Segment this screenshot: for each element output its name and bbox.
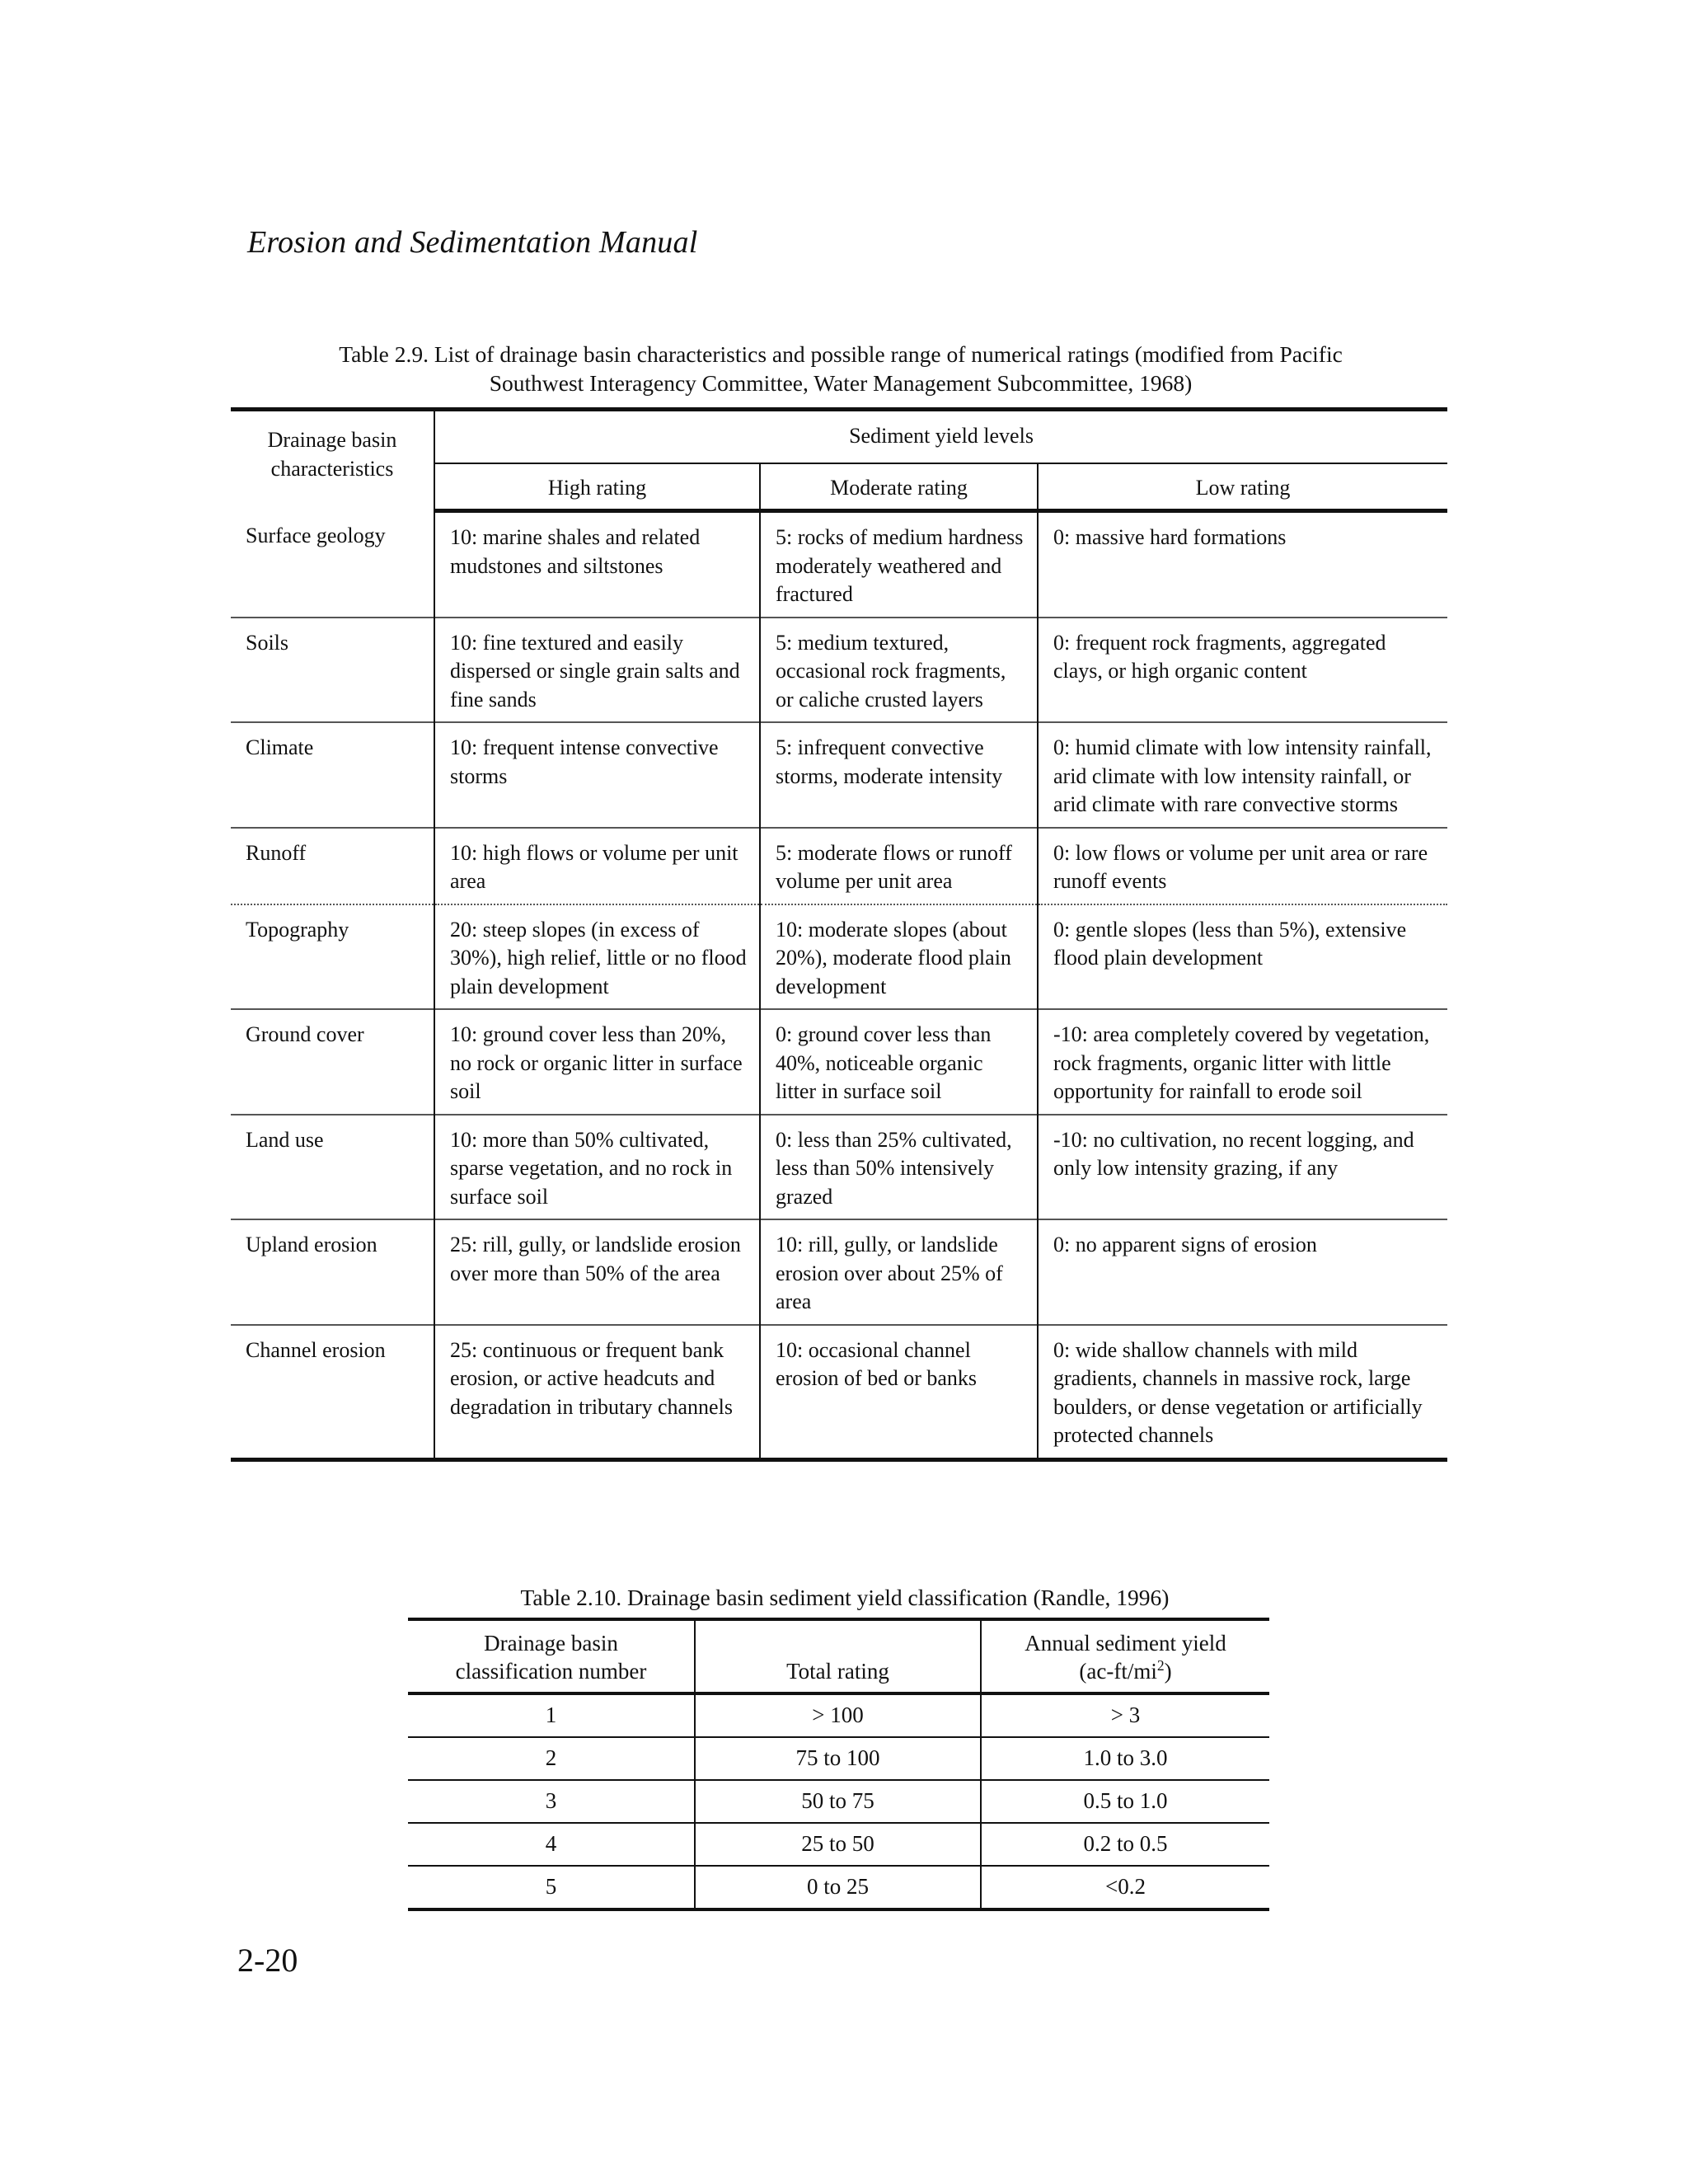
header-line: classification number xyxy=(455,1659,647,1684)
high-rating-cell: 10: marine shales and related mudstones and siltstones xyxy=(434,511,760,618)
drainage-basin-ratings-table xyxy=(231,407,1447,1462)
table-row xyxy=(408,1737,1269,1780)
row-label: Runoff xyxy=(246,840,307,865)
running-title: Erosion and Sedimentation Manual xyxy=(247,225,698,260)
row-label: Channel erosion xyxy=(246,1337,386,1362)
table-row xyxy=(408,1780,1269,1823)
low-rating-cell: -10: area completely covered by vegetation, rock fragments, organic litter with little opportunity for rainfall to erode soil xyxy=(1038,1009,1447,1115)
table-row xyxy=(408,1823,1269,1866)
caption-line: Table 2.9. List of drainage basin characteristics and possible range of numerical ratings (modified from Pacific xyxy=(339,341,1343,367)
header-unit: $(ac-ft/mi^2)$ xyxy=(1079,1657,1172,1684)
total-rating-cell: > 100 xyxy=(695,1693,981,1737)
header-line: Annual sediment yield xyxy=(1025,1631,1226,1656)
row-label: Climate xyxy=(246,735,314,759)
table-row xyxy=(231,1325,1447,1460)
table-row xyxy=(231,828,1447,904)
annual-yield-cell: <0.2 xyxy=(981,1866,1269,1909)
low-rating-cell: 0: frequent rock fragments, aggregated clays, or high organic content xyxy=(1038,618,1447,723)
moderate-rating-cell: 10: moderate slopes (about 20%), moderate flood plain development xyxy=(760,904,1038,1010)
row-label: Land use xyxy=(246,1127,324,1152)
low-rating-cell: 0: humid climate with low intensity rainfall, arid climate with low intensity rainfall, or arid climate with rare convective storms xyxy=(1038,722,1447,828)
high-rating-cell: 10: fine textured and easily dispersed or single grain salts and fine sands xyxy=(434,618,760,723)
total-rating-cell: 50 to 75 xyxy=(695,1780,981,1823)
table-row xyxy=(231,1009,1447,1115)
low-rating-cell: 0: massive hard formations xyxy=(1038,511,1447,618)
total-rating-cell: 0 to 25 xyxy=(695,1866,981,1909)
low-rating-cell: 0: no apparent signs of erosion xyxy=(1038,1219,1447,1325)
row-label: Ground cover xyxy=(246,1022,364,1046)
table-row xyxy=(408,1693,1269,1737)
high-rating-cell: 10: high flows or volume per unit area xyxy=(434,828,760,904)
low-rating-cell: -10: no cultivation, no recent logging, and only low intensity grazing, if any xyxy=(1038,1115,1447,1220)
high-rating-cell: 20: steep slopes (in excess of 30%), high relief, little or no flood plain development xyxy=(434,904,760,1010)
table-2-10-caption: Table 2.10. Drainage basin sediment yield classification (Randle, 1996) xyxy=(520,1585,1170,1610)
moderate-rating-cell: 0: ground cover less than 40%, noticeable organic litter in surface soil xyxy=(760,1009,1038,1115)
table-row xyxy=(231,904,1447,1010)
column-header-high: High rating xyxy=(434,463,760,511)
column-header-classification xyxy=(408,1619,695,1693)
high-rating-cell: 25: rill, gully, or landslide erosion over more than 50% of the area xyxy=(434,1219,760,1325)
row-label: Upland erosion xyxy=(246,1233,377,1256)
total-rating-cell: 25 to 50 xyxy=(695,1823,981,1866)
sediment-yield-classification-table xyxy=(408,1618,1269,1911)
table-row xyxy=(408,1866,1269,1909)
annual-yield-cell: 0.5 to 1.0 xyxy=(981,1780,1269,1823)
column-header-annual-yield xyxy=(981,1619,1269,1693)
classification-cell: 2 xyxy=(408,1737,695,1780)
table-row xyxy=(231,1219,1447,1325)
moderate-rating-cell: 5: medium textured, occasional rock fragments, or caliche crusted layers xyxy=(760,618,1038,723)
group-header-sediment-yield: Sediment yield levels xyxy=(434,410,1447,463)
classification-cell: 5 xyxy=(408,1866,695,1909)
caption-line: Southwest Interagency Committee, Water Management Subcommittee, 1968) xyxy=(489,370,1193,396)
high-rating-cell: 10: frequent intense convective storms xyxy=(434,722,760,828)
moderate-rating-cell: 10: occasional channel erosion of bed or banks xyxy=(760,1325,1038,1460)
moderate-rating-cell: 5: infrequent convective storms, moderate intensity xyxy=(760,722,1038,828)
low-rating-cell: 0: gentle slopes (less than 5%), extensive flood plain development xyxy=(1038,904,1447,1010)
annual-yield-cell: > 3 xyxy=(981,1693,1269,1737)
high-rating-cell: 25: continuous or frequent bank erosion, or active headcuts and degradation in tributary channels xyxy=(434,1325,760,1460)
high-rating-cell: 10: more than 50% cultivated, sparse vegetation, and no rock in surface soil xyxy=(434,1115,760,1220)
table-row xyxy=(231,1115,1447,1220)
moderate-rating-cell: 5: rocks of medium hardness moderately weathered and fractured xyxy=(760,511,1038,618)
table-row xyxy=(231,722,1447,828)
column-header-moderate: Moderate rating xyxy=(760,463,1038,511)
high-rating-cell: 10: ground cover less than 20%, no rock or organic litter in surface soil xyxy=(434,1009,760,1115)
table-row xyxy=(231,618,1447,723)
row-label: Soils xyxy=(246,630,289,655)
moderate-rating-cell: 10: rill, gully, or landslide erosion over about 25% of area xyxy=(760,1219,1038,1325)
column-header-characteristic: Drainage basin characteristics xyxy=(231,410,434,511)
column-header-total-rating: Total rating xyxy=(695,1619,981,1693)
header-line: Drainage basin xyxy=(484,1631,618,1656)
page-number: 2-20 xyxy=(237,1942,298,1979)
low-rating-cell: 0: wide shallow channels with mild gradients, channels in massive rock, large boulders, or dense vegetation or artificially protected channels xyxy=(1038,1325,1447,1460)
table-2-9-caption xyxy=(231,340,1451,397)
classification-cell: 4 xyxy=(408,1823,695,1866)
classification-cell: 1 xyxy=(408,1693,695,1737)
row-label: Surface geology xyxy=(246,523,386,547)
column-header-low: Low rating xyxy=(1038,463,1447,511)
annual-yield-cell: 0.2 to 0.5 xyxy=(981,1823,1269,1866)
moderate-rating-cell: 5: moderate flows or runoff volume per unit area xyxy=(760,828,1038,904)
table-row xyxy=(231,511,1447,618)
total-rating-cell: 75 to 100 xyxy=(695,1737,981,1780)
row-label: Topography xyxy=(246,917,349,942)
low-rating-cell: 0: low flows or volume per unit area or rare runoff events xyxy=(1038,828,1447,904)
moderate-rating-cell: 0: less than 25% cultivated, less than 50% intensively grazed xyxy=(760,1115,1038,1220)
classification-cell: 3 xyxy=(408,1780,695,1823)
annual-yield-cell: 1.0 to 3.0 xyxy=(981,1737,1269,1780)
